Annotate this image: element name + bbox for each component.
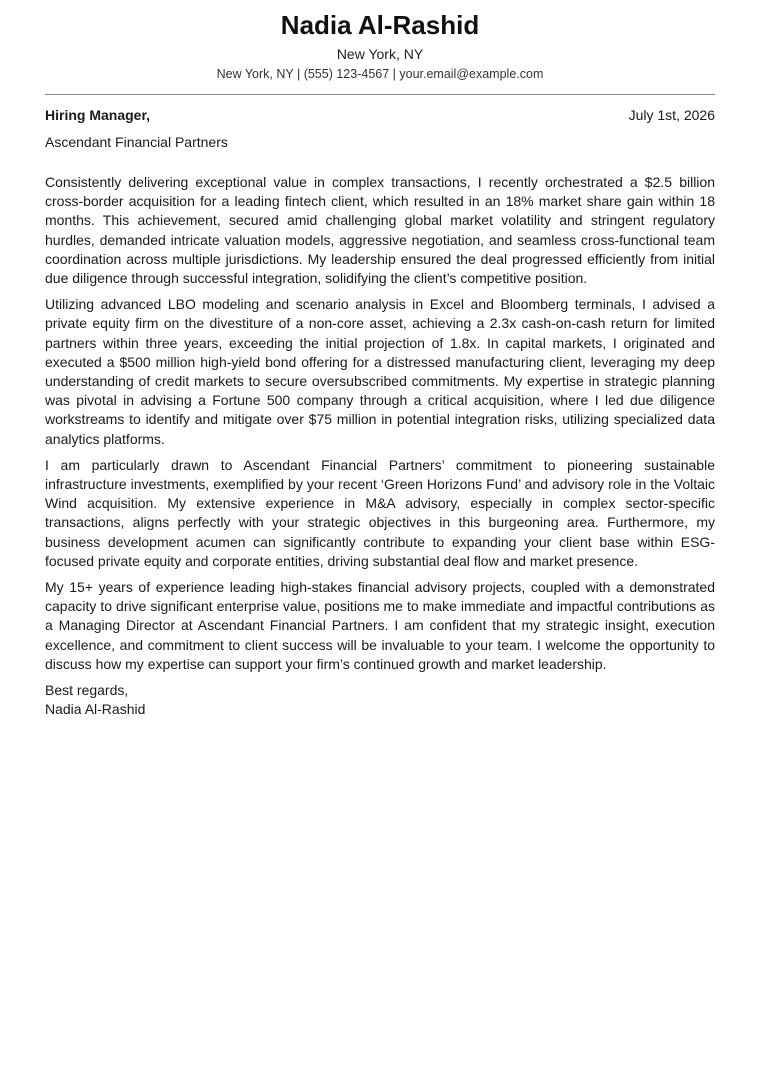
salutation: Hiring Manager, [45, 107, 151, 123]
recipient-company: Ascendant Financial Partners [45, 134, 228, 150]
body-paragraph: Consistently delivering exceptional value in complex transactions, I recently orchestrated a $2.5 billion cross-border acquisition for a leading fintech client, which resulted in an 18% market share gain within 18 months. This achievement, secured amid challenging global market volatility and stringent regulatory hurdles, demanded intricate valuation models, aggressive negotiation, and seamless cross-functional team coordination across multiple jurisdictions. My leadership ensured the deal progressed efficiently from initial due diligence through successful integration, solidifying the client’s competitive position. [45, 174, 715, 287]
header-divider [45, 94, 715, 95]
signature-name: Nadia Al-Rashid [45, 701, 146, 718]
recipient-row [45, 105, 715, 125]
applicant-name: Nadia Al-Rashid [280, 10, 480, 40]
sign-off: Best regards, [45, 682, 129, 699]
body-paragraph: Utilizing advanced LBO modeling and scenario analysis in Excel and Bloomberg terminals, I advised a private equity firm on the divestiture of a non-core asset, achieving a 2.3x cash-on-cash return for limited partners within three years, exceeding the initial projection of 1.8x. In capital markets, I originated and executed a $500 million high-yield bond offering for a distressed manufacturing client, leveraging my deep understanding of credit markets to secure oversubscribed commitments. My expertise in strategic planning was pivotal in advising a Fortune 500 company through a critical acquisition, where I led due diligence workstreams to identify and mitigate over $75 million in potential integration risks, utilizing specialized data analytics platforms. [45, 296, 715, 447]
closing-block [45, 681, 715, 719]
body-paragraph: My 15+ years of experience leading high-stakes financial advisory projects, coupled with a demonstrated capacity to drive significant enterprise value, positions me to make immediate and impactful contributions as a Managing Director at Ascendant Financial Partners. I am confident that my strategic insight, execution excellence, and commitment to client success will be invaluable to your team. I welcome the opportunity to discuss how my expertise can support your firm’s continued growth and market leadership. [45, 579, 715, 672]
body-paragraph: I am particularly drawn to Ascendant Financial Partners’ commitment to pioneering sustainable infrastructure investments, exemplified by your recent ‘Green Horizons Fund’ and advisory role in the Voltaic Wind acquisition. My extensive experience in M&A advisory, especially in complex sector-specific transactions, aligns perfectly with your strategic objectives in this burgeoning area. Furthermore, my business development acumen can significantly contribute to expanding your client base within ESG-focused private equity and corporate entities, driving substantial deal flow and market presence. [45, 456, 715, 569]
letter-date: July 1st, 2026 [628, 107, 715, 123]
applicant-location: New York, NY [336, 46, 424, 62]
letter-body [45, 173, 715, 674]
contact-line: New York, NY | (555) 123-4567 | your.email@example.com [216, 67, 544, 81]
cover-letter-page [45, 0, 715, 719]
